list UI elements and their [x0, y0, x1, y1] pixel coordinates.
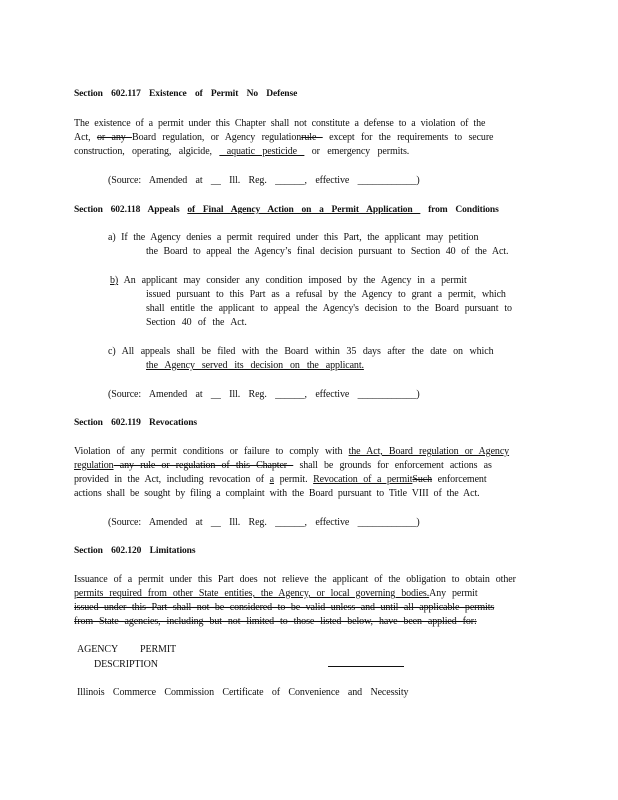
inserted-text: regulation	[74, 460, 114, 471]
subsection-b-line-1: b) An applicant may consider any condition imposed by the Agency in a permit	[110, 275, 467, 286]
section-602-117-line-3: construction, operating, algicide, aquatic pesticide or emergency permits.	[74, 146, 410, 157]
struck-text: Such	[412, 474, 433, 485]
section-602-120-line-1: Issuance of a permit under this Part does not relieve the applicant of the obligation to obtain other	[74, 574, 516, 585]
section-602-117-line-2: Act, or any Board regulation, or Agency regulationrule except for the requirements to secure	[74, 132, 494, 143]
inserted-text: a	[269, 474, 274, 485]
struck-text: rule	[301, 132, 323, 143]
section-602-119-line-1: Violation of any permit conditions or failure to comply with the Act, Board regulation or Agency	[74, 446, 510, 457]
struck-text: or any	[96, 132, 133, 143]
table-header-rule	[328, 666, 404, 667]
subsection-b-line-2: issued pursuant to this Part as a refusal by the Agency to grant a permit, which	[146, 289, 506, 300]
inserted-text: b)	[110, 275, 119, 286]
section-602-117-source: (Source: Amended at __ Ill. Reg. ______, effective ____________)	[108, 175, 420, 186]
subsection-a-line-2: the Board to appeal the Agency’s final decision pursuant to Section 40 of the Act.	[146, 246, 509, 257]
inserted-text: aquatic pesticide	[219, 146, 305, 157]
table-header-agency: AGENCY	[77, 644, 119, 655]
section-602-119-heading: Section 602.119 Revocations	[74, 418, 198, 428]
section-602-119-line-4: actions shall be sought by filing a complaint with the Board pursuant to Title VIII of the Act.	[74, 488, 480, 499]
section-602-118-source: (Source: Amended at __ Ill. Reg. ______, effective ____________)	[108, 389, 420, 400]
section-602-119-line-3: provided in the Act, including revocation of a permit. Revocation of a permitSuch enforcement	[74, 474, 487, 485]
section-602-120-line-2: permits required from other State entities, the Agency, or local governing bodies.Any permit	[74, 588, 478, 599]
section-602-119-source: (Source: Amended at __ Ill. Reg. ______, effective ____________)	[108, 517, 420, 528]
subsection-c-line-1: c) All appeals shall be filed with the Board within 35 days after the date on which	[108, 346, 494, 357]
section-602-117-line-1: The existence of a permit under this Chapter shall not constitute a defense to a violation of the	[74, 118, 486, 129]
inserted-text: of Final Agency Action on a Permit Application	[187, 205, 421, 215]
section-602-117-heading: Section 602.117 Existence of Permit No Defense	[74, 89, 298, 99]
subsection-a-line-1: a) If the Agency denies a permit required under this Part, the applicant may petition	[108, 232, 479, 243]
section-602-120-line-3: issued under this Part shall not be considered to be valid unless and until all applicable permits	[74, 602, 495, 613]
inserted-text: permits required from other State entities, the Agency, or local governing bodies.	[74, 588, 430, 599]
section-602-120-heading: Section 602.120 Limitations	[74, 546, 196, 556]
inserted-text: Revocation of a permit	[313, 474, 413, 485]
subsection-c-line-2: the Agency served its decision on the applicant.	[146, 360, 364, 371]
section-602-119-line-2: regulation any rule or regulation of this Chapter shall be grounds for enforcement actions as	[74, 460, 492, 471]
struck-text: any rule or regulation of this Chapter	[113, 460, 294, 471]
table-header-description: DESCRIPTION	[94, 659, 158, 670]
subsection-b-line-3: shall entitle the applicant to appeal the Agency's decision to the Board pursuant to	[146, 303, 512, 314]
table-header-permit: PERMIT	[140, 644, 177, 655]
section-602-120-line-4: from State agencies, including but not limited to those listed below, have been applied for:	[74, 616, 477, 627]
subsection-b-line-4: Section 40 of the Act.	[146, 317, 247, 328]
table-row: Illinois Commerce Commission Certificate of Convenience and Necessity	[77, 687, 409, 698]
section-602-118-heading: Section 602.118 Appeals of Final Agency Action on a Permit Application from Conditions	[74, 205, 499, 215]
inserted-text: the Act, Board regulation or Agency	[348, 446, 510, 457]
